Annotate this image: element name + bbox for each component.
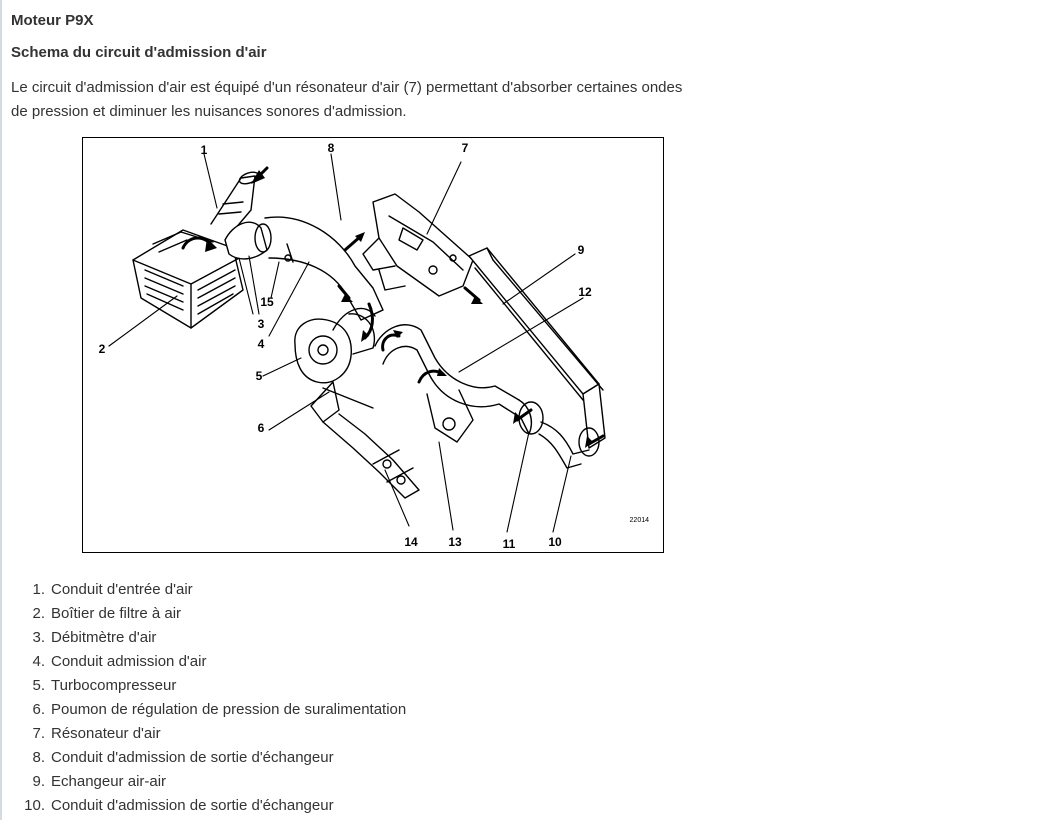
callout-10: 10 — [548, 535, 562, 549]
callout-7: 7 — [461, 141, 469, 155]
legend-label: Conduit d'entrée d'air — [51, 581, 193, 598]
legend-number: 10. — [24, 797, 45, 814]
exhaust-manifold-drawing — [323, 414, 419, 498]
legend-number: 9. — [32, 773, 45, 790]
legend-label: Conduit d'admission de sortie d'échangeur — [51, 749, 334, 766]
intro-line-1: Le circuit d'admission d'air est équipé d'un résonateur d'air (7) permettant d'absorber certaines ondes — [11, 79, 683, 96]
legend-number: 1. — [32, 581, 45, 598]
callout-14: 14 — [404, 535, 418, 549]
legend-label: Conduit d'admission de sortie d'échangeur — [51, 797, 334, 814]
turbocharger-drawing — [295, 308, 375, 422]
legend-label: Débitmètre d'air — [51, 629, 157, 646]
air-intake-diagram — [82, 137, 664, 553]
legend-label: Poumon de régulation de pression de suralimentation — [51, 701, 407, 718]
callout-8: 8 — [327, 141, 335, 155]
callout-13: 13 — [448, 535, 462, 549]
intro-line-2: de pression et diminuer les nuisances sonores d'admission. — [11, 103, 407, 120]
page-title: Moteur P9X — [11, 12, 94, 29]
page-left-border — [0, 0, 2, 820]
callout-6: 6 — [257, 421, 265, 435]
callout-4: 4 — [257, 337, 265, 351]
legend-number: 3. — [32, 629, 45, 646]
callout-15: 15 — [260, 295, 274, 309]
callout-11: 11 — [502, 537, 516, 551]
legend-number: 8. — [32, 749, 45, 766]
legend-number: 6. — [32, 701, 45, 718]
air-resonator-drawing — [363, 194, 473, 296]
callout-12: 12 — [578, 285, 592, 299]
section-heading: Schema du circuit d'admission d'air — [11, 44, 267, 61]
callout-1: 1 — [200, 143, 208, 157]
figure-code: 22014 — [629, 517, 649, 524]
legend-label: Résonateur d'air — [51, 725, 161, 742]
callout-2: 2 — [98, 342, 106, 356]
legend-label: Conduit admission d'air — [51, 653, 207, 670]
legend-number: 7. — [32, 725, 45, 742]
legend-label: Turbocompresseur — [51, 677, 177, 694]
legend-label: Boîtier de filtre à air — [51, 605, 182, 622]
legend-label: Echangeur air-air — [51, 773, 167, 790]
legend-number: 2. — [32, 605, 45, 622]
diagram-drawing — [83, 138, 663, 552]
callout-5: 5 — [255, 369, 263, 383]
intake-duct-drawing — [225, 217, 383, 320]
callout-9: 9 — [577, 243, 585, 257]
legend-number: 4. — [32, 653, 45, 670]
intercooler-drawing — [469, 248, 605, 448]
callout-3: 3 — [257, 317, 265, 331]
intro-paragraph — [11, 76, 751, 124]
legend-number: 5. — [32, 677, 45, 694]
